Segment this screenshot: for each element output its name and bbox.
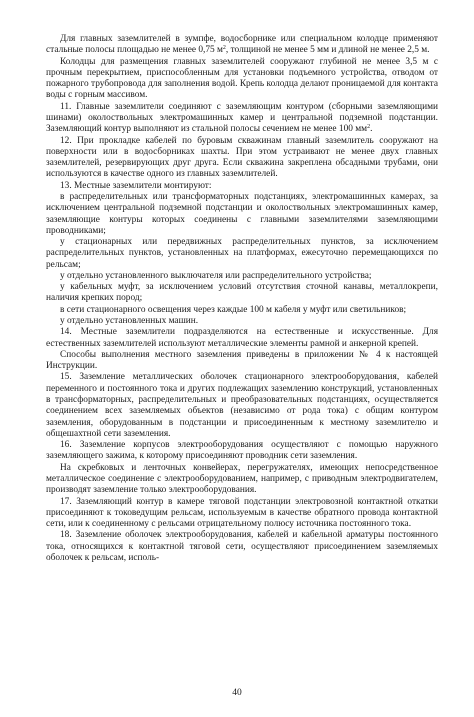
list-item: у стационарных или передвижных распределительных пунктов, за исключением распределительных пунктов, установленных на платформах, ежесуточно перемещающихся по рельсам; xyxy=(46,237,438,270)
list-item: у отдельно установленных машин. xyxy=(60,316,199,327)
paragraph: На скребковых и ленточных конвейерах, перегружателях, имеющих непосредственное металлическое соединение с электрооборудованием, например, с приводным электродвигателем, производят заземление только электрооборудования. xyxy=(46,462,438,496)
superscript: 2 xyxy=(367,124,371,131)
page-number: 40 xyxy=(232,688,242,698)
unit-text: м xyxy=(214,45,223,56)
paragraph: 12. При прокладке кабелей по буровым скважинам главный заземлитель сооружают на поверхности или в водосборниках шахты. При этом устраивают не менее двух главных заземлителей, резервирующих друг друга. Если скважина закреплена обсадными трубами, они используются в качестве одного из главных заземлителей. xyxy=(46,135,438,180)
list-item: в распределительных или трансформаторных подстанциях, электромашинных камерах, за исключением центральной подземной подстанции и околоствольных электромашинных камер, заземляющие контуры которых соединены с главными заземлителями заземляющими проводниками; xyxy=(46,191,438,236)
document-body xyxy=(46,34,438,564)
list-item: у отдельно установленного выключателя или распределительного устройства; xyxy=(60,270,372,281)
paragraph: Колодцы для размещения главных заземлителей сооружают глубиной не менее 3,5 м с прочным перекрытием, приспособленным для установки подъемного устройства, отводом от пожарного трубопровода для заполнения водой. Крепь колодца делают проницаемой для контакта воды с горным массивом. xyxy=(46,56,438,101)
paragraph xyxy=(46,102,438,136)
paragraph-tail: . xyxy=(370,124,373,135)
paragraph-tail: , толщиной не менее 5 мм и длиной не менее 2,5 м. xyxy=(225,45,430,56)
paragraph: 13. Местные заземлители монтируют: xyxy=(60,180,212,191)
paragraph: 18. Заземление оболочек электрооборудования, кабелей и кабельной арматуры постоянного тока, относящихся к контактной тяговой сети, осуществляют присоединением заземляемых оболочек к рельсам, исполь- xyxy=(46,530,438,563)
paragraph-text: Для главных заземлителей в зумпфе, водосборнике или специальном колодце применяют стальные полосы площадью не менее 0,75 xyxy=(46,34,438,56)
paragraph-text: 11. Главные заземлители соединяют с заземляющим контуром (сборными заземляющими шинами) околоствольных электромашинных камер и центральной подземной подстанции. Заземляющий контур выполняют из стальной полосы сечением не менее 100 мм xyxy=(46,101,438,135)
paragraph: 16. Заземление корпусов электрооборудования осуществляют с помощью наружного заземляющего зажима, к которому присоединяют проводник сети заземления. xyxy=(46,440,438,462)
superscript: 2 xyxy=(222,45,226,52)
list-item: у кабельных муфт, за исключением условий отсутствия сточной канавы, металлокрепи, наличия крепких пород; xyxy=(46,282,438,304)
paragraph: Способы выполнения местного заземления приведены в приложении № 4 к настоящей Инструкции. xyxy=(46,349,438,372)
paragraph: 15. Заземление металлических оболочек стационарного электрооборудования, кабелей переменного и постоянного тока и других подлежащих заземлению конструкций, установленных в трансформаторных, распределительных и преобразовательных подстанциях, осуществляется соединением всех заземляемых объектов (независимо от рода тока) с общим контуром заземления, оборудованным в подстанции и присоединенным к местному заземлителю и общешахтной сети заземления. xyxy=(46,372,438,439)
list-item: в сети стационарного освещения через каждые 100 м кабеля у муфт или светильников; xyxy=(60,304,407,315)
paragraph: 17. Заземляющий контур в камере тяговой подстанции электровозной контактной откатки присоединяют к токоведущим рельсам, используемым в качестве обратного провода контактной сети, или к соединенному с рельсами отрицательному полюсу источника постоянного тока. xyxy=(46,496,438,530)
paragraph: 14. Местные заземлители подразделяются на естественные и искусственные. Для естественных заземлителей используют металлические элементы рамной и анкерной крепей. xyxy=(46,327,438,349)
paragraph xyxy=(46,34,438,57)
